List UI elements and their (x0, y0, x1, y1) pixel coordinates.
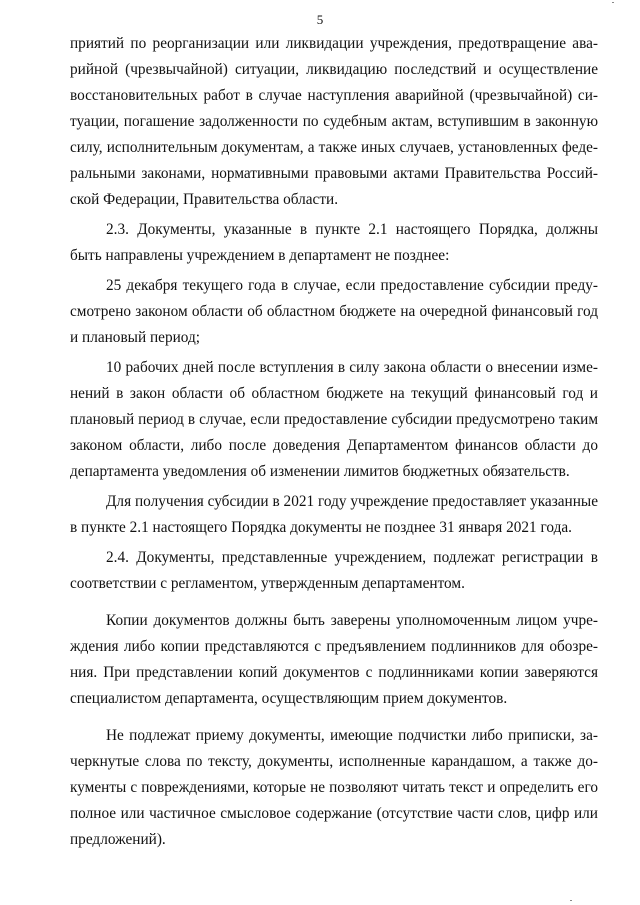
text-line: ральными законами, нормативными правовыми актами Правительства Россий- (70, 165, 598, 182)
text-line: плановый период в случае, если предоставление субсидии предусмотрено таким (70, 411, 598, 428)
text-line: восстановительных работ в случае наступления аварийной (чрезвычайной) си- (70, 87, 598, 104)
document-body (70, 31, 598, 853)
text-line: специалистом департамента, осуществляющим прием документов. (70, 690, 508, 707)
text-line: 2.4. Документы, представленные учреждением, подлежат регистрации в (106, 549, 598, 566)
paragraph-2-4 (70, 545, 598, 597)
page-number: 5 (316, 12, 324, 27)
text-line: кументы с повреждениями, которые не позволяют читать текст и определить его (70, 779, 598, 796)
text-line: рийной (чрезвычайной) ситуации, ликвидацию последствий и осуществление (70, 61, 598, 78)
text-line: и плановый период; (70, 329, 201, 346)
paragraph-deadline-december (70, 273, 598, 351)
text-line: полное или частичное смысловое содержание (отсутствие части слов, цифр или (70, 805, 598, 822)
text-line: Не подлежат приему документы, имеющие подчистки либо приписки, за- (106, 727, 598, 744)
text-line: 2.3. Документы, указанные в пункте 2.1 настоящего Порядка, должны (106, 221, 598, 238)
text-line: в пункте 2.1 настоящего Порядка документы не позднее 31 января 2021 года. (70, 519, 572, 536)
text-line: 25 декабря текущего года в случае, если предоставление субсидии преду- (106, 277, 598, 294)
text-line: приятий по реорганизации или ликвидации учреждения, предотвращение ава- (70, 35, 598, 52)
text-line: 10 рабочих дней после вступления в силу закона области о внесении изме- (106, 359, 598, 376)
paragraph-copies (70, 608, 598, 712)
text-line: Для получения субсидии в 2021 году учреждение предоставляет указанные (106, 493, 598, 510)
text-line: силу, исполнительным документам, а также иных случаев, установленных феде- (70, 139, 598, 156)
text-line: Копии документов должны быть заверены уполномоченным лицом учре- (106, 612, 598, 629)
paragraph-deadline-10-days (70, 355, 598, 485)
text-line: туации, погашение задолженности по судебным актам, вступившим в законную (70, 113, 598, 130)
text-line: быть направлены учреждением в департамент не позднее: (70, 247, 450, 264)
text-line: соответствии с регламентом, утвержденным департаментом. (70, 575, 465, 592)
paragraph-2021 (70, 489, 598, 541)
paragraph-not-accepted (70, 723, 598, 853)
text-line: законом области, либо после доведения Департаментом финансов области до (70, 437, 598, 454)
scan-speck (612, 2, 614, 3)
text-line: ской Федерации, Правительства области. (70, 191, 339, 208)
text-line: смотрено законом области об областном бюджете на очередной финансовый год (70, 303, 598, 320)
paragraph-2-3 (70, 217, 598, 269)
text-line: ния. При представлении копий документов с подлинниками копии заверяются (70, 664, 598, 681)
text-line: ждения либо копии представляются с предъявлением подлинников для обозре- (70, 638, 598, 655)
text-line: предложений). (70, 831, 166, 848)
text-line: департамента уведомления об изменении лимитов бюджетных обязательств. (70, 463, 570, 480)
paragraph-continuation (70, 31, 598, 213)
scan-speck (570, 900, 572, 901)
text-line: нений в закон области об областном бюджете на текущий финансовый год и (70, 385, 598, 402)
text-line: черкнутые слова по тексту, документы, исполненные карандашом, а также до- (70, 753, 598, 770)
